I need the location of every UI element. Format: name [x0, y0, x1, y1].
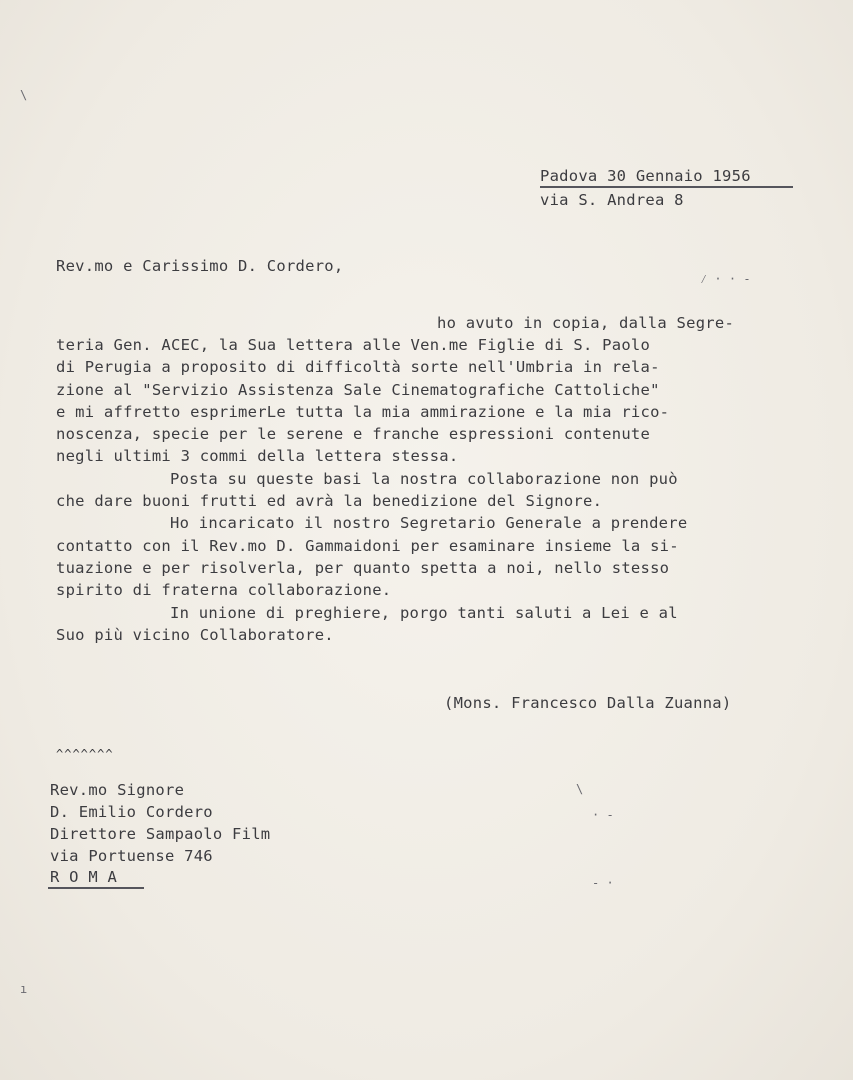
body-line: che dare buoni frutti ed avrà la benedizione del Signore.: [56, 492, 603, 510]
recipient-city: R O M A: [50, 868, 118, 886]
stray-mark: · -: [592, 808, 614, 822]
recipient-line: via Portuense 746: [50, 847, 213, 865]
body-line: negli ultimi 3 commi della lettera stessa.: [56, 447, 459, 465]
place-date: Padova 30 Gennaio 1956: [540, 167, 751, 185]
body-line: ho avuto in copia, dalla Segre-: [437, 314, 735, 332]
body-line: di Perugia a proposito di difficoltà sorte nell'Umbria in rela-: [56, 358, 660, 376]
recipient-line: D. Emilio Cordero: [50, 803, 213, 821]
stray-mark: - ·: [592, 876, 614, 890]
stray-mark: \: [20, 88, 28, 102]
body-line: In unione di preghiere, porgo tanti saluti a Lei e al: [170, 604, 678, 622]
recipient-line: Rev.mo Signore: [50, 781, 185, 799]
recipient-line: Direttore Sampaolo Film: [50, 825, 271, 843]
body-line: Suo più vicino Collaboratore.: [56, 626, 334, 644]
body-line: Posta su queste basi la nostra collaborazione non può: [170, 470, 678, 488]
body-line: Ho incaricato il nostro Segretario Generale a prendere: [170, 514, 688, 532]
body-line: e mi affretto esprimerLe tutta la mia ammirazione e la mia rico-: [56, 403, 670, 421]
body-line: tuazione e per risolverla, per quanto spetta a noi, nello stesso: [56, 559, 670, 577]
stray-mark: ⁄ · · -: [700, 272, 751, 286]
body-line: spirito di fraterna collaborazione.: [56, 581, 392, 599]
separator: ^^^^^^^: [56, 747, 114, 761]
body-line: contatto con il Rev.mo D. Gammaidoni per esaminare insieme la si-: [56, 537, 679, 555]
address: via S. Andrea 8: [540, 191, 684, 209]
stray-mark: ı: [20, 982, 28, 996]
salutation: Rev.mo e Carissimo D. Cordero,: [56, 257, 344, 275]
stray-mark: \: [576, 782, 584, 796]
body-line: noscenza, specie per le serene e franche espressioni contenute: [56, 425, 651, 443]
city-underline: [48, 887, 144, 889]
body-line: teria Gen. ACEC, la Sua lettera alle Ven.me Figlie di S. Paolo: [56, 336, 651, 354]
body-line: zione al "Servizio Assistenza Sale Cinematografiche Cattoliche": [56, 381, 660, 399]
signature: (Mons. Francesco Dalla Zuanna): [444, 694, 732, 712]
date-underline: [540, 186, 793, 188]
